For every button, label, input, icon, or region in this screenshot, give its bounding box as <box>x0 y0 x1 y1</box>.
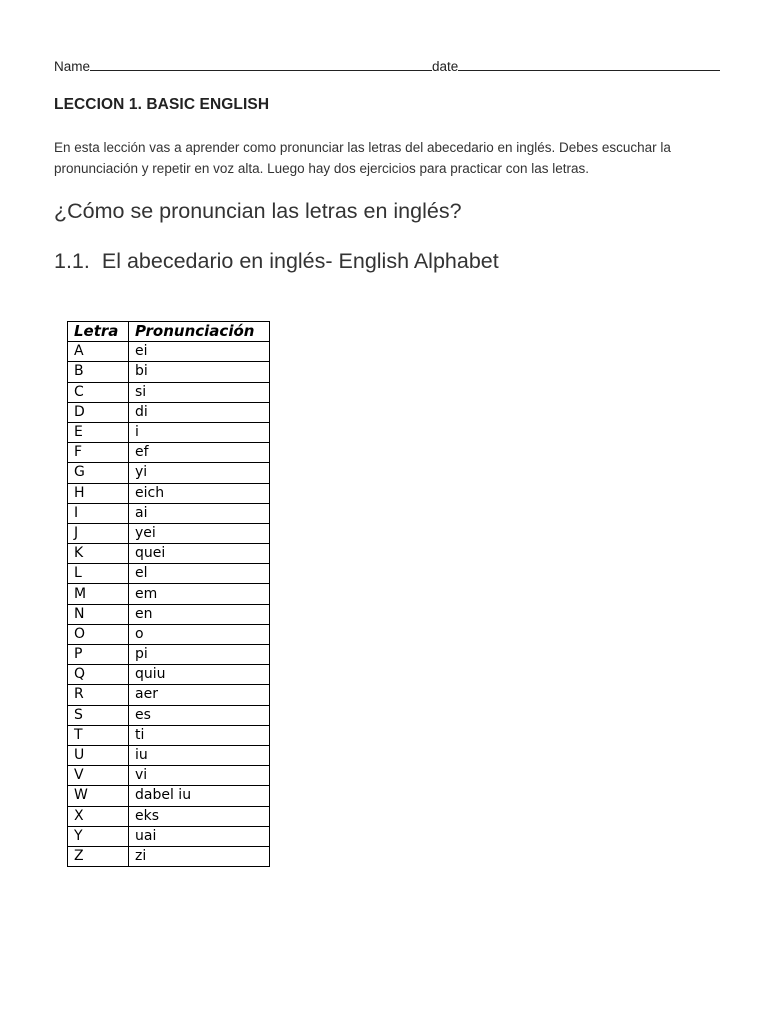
date-blank-line <box>458 58 720 71</box>
pronunciation-cell: ti <box>129 725 270 745</box>
letter-cell: U <box>68 745 129 765</box>
name-date-line <box>54 58 730 76</box>
question-heading: ¿Cómo se pronuncian las letras en inglés? <box>54 199 462 223</box>
table-row <box>68 725 270 745</box>
name-label: Name <box>54 59 91 74</box>
table-row <box>68 604 270 624</box>
pronunciation-cell: ei <box>129 342 270 362</box>
letter-cell: Z <box>68 846 129 866</box>
table-row <box>68 443 270 463</box>
table-row <box>68 705 270 725</box>
table-row <box>68 745 270 765</box>
pronunciation-cell: bi <box>129 362 270 382</box>
table-row <box>68 483 270 503</box>
pronunciation-cell: eich <box>129 483 270 503</box>
section-title: El abecedario en inglés- English Alphabet <box>101 249 499 273</box>
pronunciation-cell: dabel iu <box>129 786 270 806</box>
pronunciation-cell: vi <box>129 766 270 786</box>
table-row <box>68 624 270 644</box>
pronunciation-cell: ef <box>129 443 270 463</box>
lesson-title: LECCION 1. BASIC ENGLISH <box>54 96 270 113</box>
letter-cell: J <box>68 523 129 543</box>
letter-column-header: Letra <box>68 322 129 342</box>
table-row <box>68 645 270 665</box>
alphabet-table-body <box>68 342 270 867</box>
pronunciation-cell: zi <box>129 846 270 866</box>
pronunciation-column-header: Pronunciación <box>129 322 270 342</box>
pronunciation-cell: yei <box>129 523 270 543</box>
table-row <box>68 342 270 362</box>
pronunciation-cell: si <box>129 382 270 402</box>
pronunciation-cell: quiu <box>129 665 270 685</box>
pronunciation-cell: el <box>129 564 270 584</box>
table-row <box>68 665 270 685</box>
pronunciation-cell: uai <box>129 826 270 846</box>
pronunciation-cell: aer <box>129 685 270 705</box>
pronunciation-cell: i <box>129 422 270 442</box>
intro-paragraph: En esta lección vas a aprender como pronunciar las letras del abecedario en inglés. Debes escuchar la pronunciación y repetir en voz alta. Luego hay dos ejercicios para practicar con las letras. <box>54 140 671 176</box>
letter-cell: L <box>68 564 129 584</box>
pronunciation-cell: pi <box>129 645 270 665</box>
pronunciation-cell: di <box>129 402 270 422</box>
table-row <box>68 362 270 382</box>
table-row <box>68 544 270 564</box>
table-row <box>68 685 270 705</box>
letter-cell: V <box>68 766 129 786</box>
table-row <box>68 564 270 584</box>
name-blank-line <box>90 58 432 71</box>
date-label: date <box>432 59 459 74</box>
table-row <box>68 503 270 523</box>
table-row <box>68 382 270 402</box>
letter-cell: Y <box>68 826 129 846</box>
section-number: 1.1. <box>54 249 90 273</box>
table-row <box>68 826 270 846</box>
pronunciation-cell: quei <box>129 544 270 564</box>
letter-cell: T <box>68 725 129 745</box>
letter-cell: I <box>68 503 129 523</box>
table-row <box>68 766 270 786</box>
letter-cell: Q <box>68 665 129 685</box>
letter-cell: W <box>68 786 129 806</box>
letter-cell: S <box>68 705 129 725</box>
letter-cell: G <box>68 463 129 483</box>
table-row <box>68 402 270 422</box>
letter-cell: R <box>68 685 129 705</box>
pronunciation-cell: eks <box>129 806 270 826</box>
table-row <box>68 806 270 826</box>
letter-cell: K <box>68 544 129 564</box>
pronunciation-cell: ai <box>129 503 270 523</box>
pronunciation-cell: iu <box>129 745 270 765</box>
pronunciation-cell: o <box>129 624 270 644</box>
letter-cell: O <box>68 624 129 644</box>
letter-cell: C <box>68 382 129 402</box>
letter-cell: A <box>68 342 129 362</box>
section-heading <box>54 249 499 274</box>
table-row <box>68 846 270 866</box>
table-row <box>68 584 270 604</box>
letter-cell: M <box>68 584 129 604</box>
letter-cell: E <box>68 422 129 442</box>
letter-cell: X <box>68 806 129 826</box>
alphabet-table <box>67 321 270 867</box>
table-row <box>68 786 270 806</box>
letter-cell: B <box>68 362 129 382</box>
pronunciation-cell: es <box>129 705 270 725</box>
pronunciation-cell: em <box>129 584 270 604</box>
table-row <box>68 463 270 483</box>
table-row <box>68 422 270 442</box>
pronunciation-cell: en <box>129 604 270 624</box>
table-row <box>68 523 270 543</box>
letter-cell: D <box>68 402 129 422</box>
pronunciation-cell: yi <box>129 463 270 483</box>
letter-cell: N <box>68 604 129 624</box>
letter-cell: P <box>68 645 129 665</box>
letter-cell: H <box>68 483 129 503</box>
table-header-row <box>68 322 270 342</box>
letter-cell: F <box>68 443 129 463</box>
